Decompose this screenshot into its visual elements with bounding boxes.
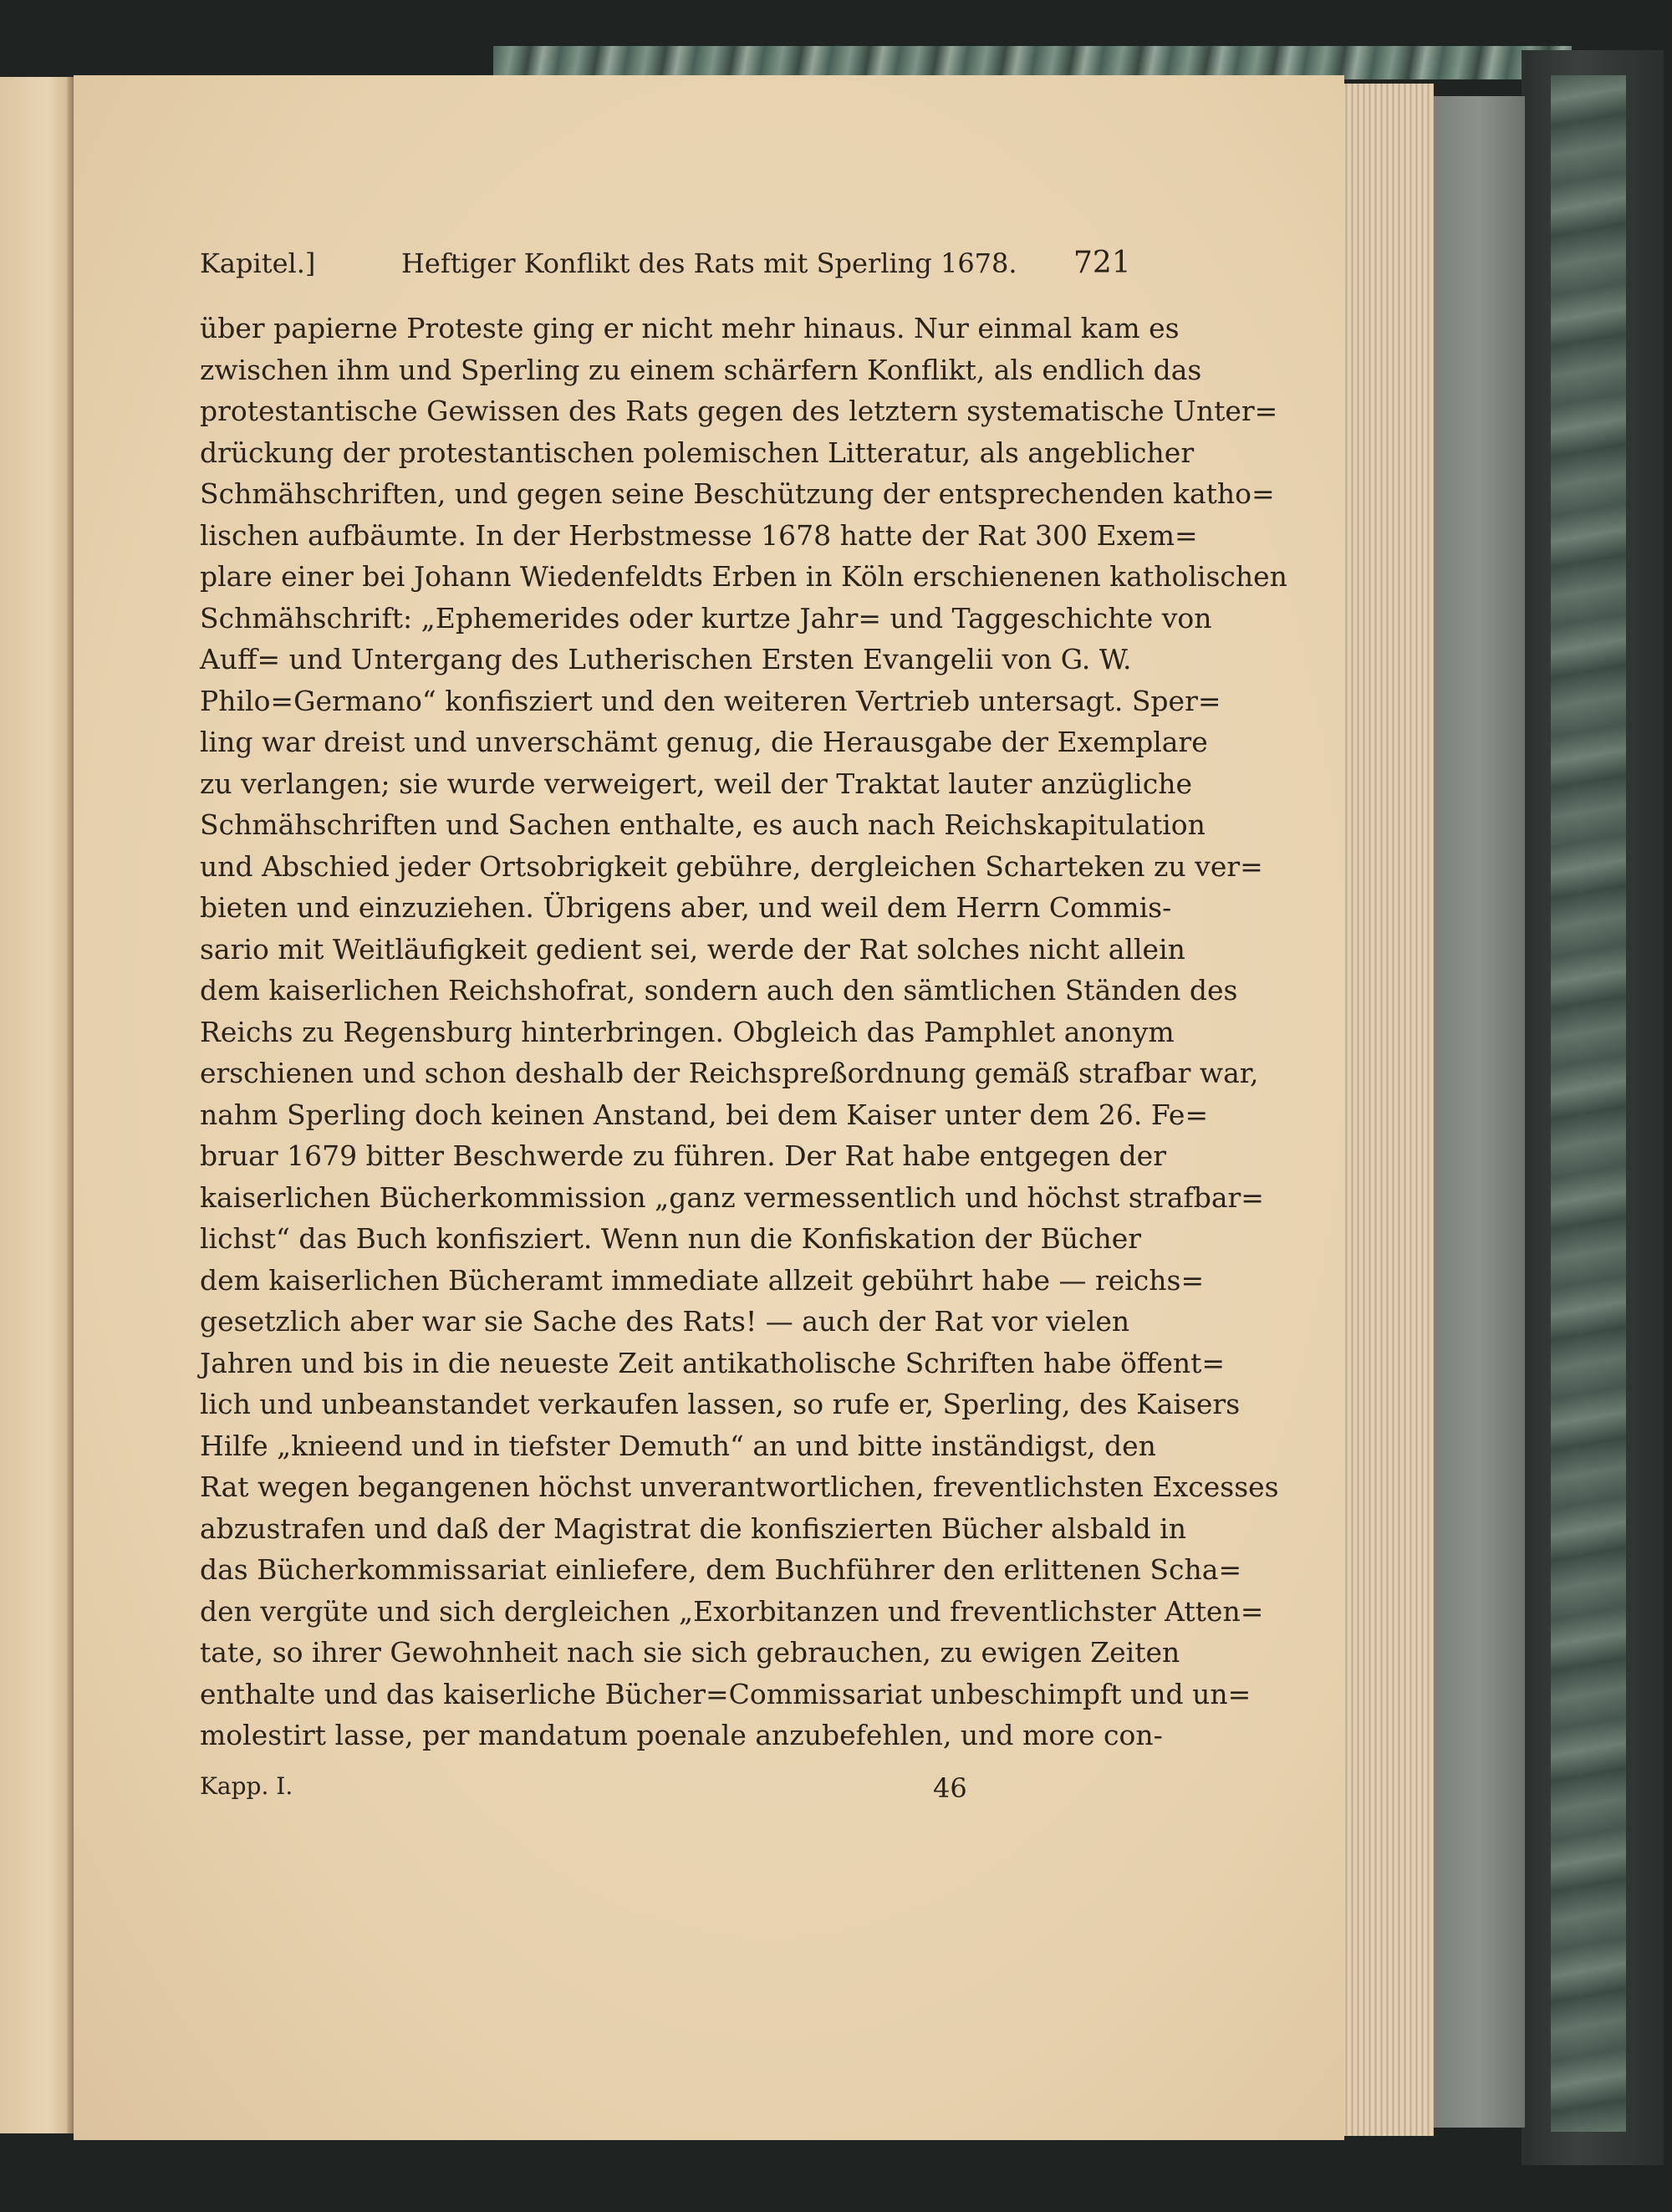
- text-line: bruar 1679 bitter Beschwerde zu führen. Der Rat habe entgegen der: [200, 1139, 1166, 1172]
- text-line: Rat wegen begangenen höchst unverantwortlichen, freventlichsten Excesses: [200, 1470, 1279, 1503]
- text-line: enthalte und das kaiserliche Bücher=Commissariat unbeschimpft und un=: [200, 1677, 1251, 1710]
- text-line: nahm Sperling doch keinen Anstand, bei dem Kaiser unter dem 26. Fe=: [200, 1098, 1209, 1131]
- text-line: lich und unbeanstandet verkaufen lassen, so rufe er, Sperling, des Kaisers: [200, 1388, 1241, 1420]
- body-text: [200, 308, 1287, 1756]
- text-line: tate, so ihrer Gewohnheit nach sie sich gebrauchen, zu ewigen Zeiten: [200, 1636, 1180, 1669]
- header-chapter: Kapitel.]: [200, 247, 316, 279]
- text-line: zwischen ihm und Sperling zu einem schärfern Konflikt, als endlich das: [200, 353, 1202, 386]
- page-stack-edges: [1342, 84, 1434, 2136]
- text-line: dem kaiserlichen Reichshofrat, sondern auch den sämtlichen Ständen des: [200, 974, 1238, 1007]
- text-line: ling war dreist und unverschämt genug, die Herausgabe der Exemplare: [200, 726, 1208, 758]
- text-line: dem kaiserlichen Bücheramt immediate allzeit gebührt habe — reichs=: [200, 1263, 1205, 1297]
- text-line: das Bücherkommissariat einliefere, dem Buchführer den erlittenen Scha=: [200, 1553, 1242, 1586]
- text-line: den vergüte und sich dergleichen „Exorbitanzen und freventlichster Atten=: [200, 1594, 1264, 1628]
- marbled-edge-top: [493, 46, 1572, 79]
- header-title: Heftiger Konflikt des Rats mit Sperling 1678.: [401, 247, 1017, 279]
- text-line: lichst“ das Buch konfisziert. Wenn nun die Konfiskation der Bücher: [200, 1222, 1141, 1255]
- text-line: bieten und einzuziehen. Übrigens aber, und weil dem Herrn Commis-: [200, 891, 1172, 924]
- sheet-number: 46: [933, 1772, 967, 1804]
- text-line: zu verlangen; sie wurde verweigert, weil der Traktat lauter anzügliche: [200, 767, 1192, 800]
- running-header: [200, 246, 1131, 289]
- text-line: erschienen und schon deshalb der Reichspreßordnung gemäß strafbar war,: [200, 1057, 1259, 1089]
- text-line: Hilfe „knieend und in tiefster Demuth“ an und bitte inständigst, den: [200, 1429, 1156, 1462]
- page-number: 721: [1073, 246, 1131, 280]
- text-line: drückung der protestantischen polemischen Litteratur, als angeblicher: [200, 436, 1195, 469]
- text-line: Schmähschriften und Sachen enthalte, es auch nach Reichskapitulation: [200, 808, 1206, 841]
- page-footer: [200, 1772, 1121, 1806]
- text-line: abzustrafen und daß der Magistrat die konfiszierten Bücher alsbald in: [200, 1511, 1186, 1545]
- text-line: Reichs zu Regensburg hinterbringen. Obgleich das Pamphlet anonym: [200, 1015, 1175, 1048]
- text-line: molestirt lasse, per mandatum poenale anzubefehlen, und more con-: [200, 1719, 1163, 1751]
- text-line: Philo=Germano“ konfisziert und den weiteren Vertrieb untersagt. Sper=: [200, 684, 1221, 717]
- text-line: Schmähschriften, und gegen seine Beschützung der entsprechenden katho=: [200, 477, 1275, 510]
- text-line: Schmähschrift: „Ephemerides oder kurtze Jahr= und Taggeschichte von: [200, 601, 1212, 635]
- text-line: plare einer bei Johann Wiedenfeldts Erben in Köln erschienenen katholischen: [200, 560, 1287, 593]
- sheet-signature: Kapp. I.: [200, 1772, 293, 1800]
- text-line: lischen aufbäumte. In der Herbstmesse 1678 hatte der Rat 300 Exem=: [200, 518, 1198, 552]
- text-line: kaiserlichen Bücherkommission „ganz vermessentlich und höchst strafbar=: [200, 1180, 1264, 1214]
- text-line: protestantische Gewissen des Rats gegen des letztern systematische Unter=: [200, 395, 1278, 427]
- marbled-cover-right: [1551, 75, 1626, 2132]
- text-line: und Abschied jeder Ortsobrigkeit gebühre, dergleichen Scharteken zu ver=: [200, 849, 1263, 883]
- text-line: Jahren und bis in die neueste Zeit antikatholische Schriften habe öffent=: [200, 1346, 1226, 1379]
- text-line: über papierne Proteste ging er nicht mehr hinaus. Nur einmal kam es: [200, 312, 1180, 344]
- board-edge: [1431, 96, 1525, 2128]
- text-line: sario mit Weitläufigkeit gedient sei, werde der Rat solches nicht allein: [200, 932, 1185, 966]
- text-line: Auff= und Untergang des Lutherischen Ersten Evangelii von G. W.: [200, 643, 1132, 675]
- text-line: gesetzlich aber war sie Sache des Rats! — auch der Rat vor vielen: [200, 1305, 1130, 1338]
